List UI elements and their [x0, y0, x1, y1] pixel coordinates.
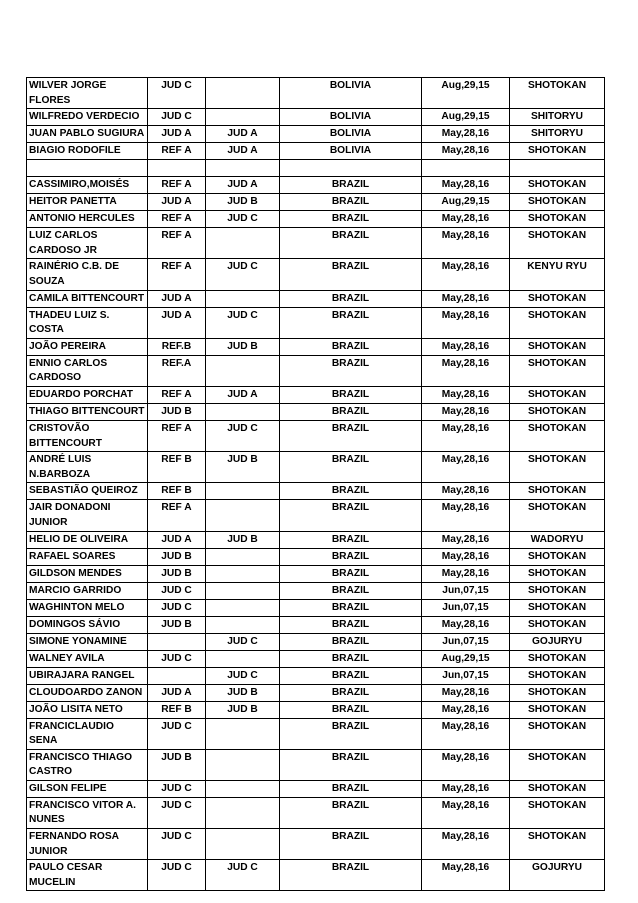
second-grade-cell: [206, 650, 280, 667]
style-cell: SHOTOKAN: [510, 228, 605, 259]
country-cell: BOLIVIA: [280, 126, 422, 143]
table-row: [27, 582, 605, 599]
second-grade-cell: [206, 582, 280, 599]
table-row: [27, 160, 605, 177]
table-row: [27, 860, 605, 891]
style-cell: SHOTOKAN: [510, 829, 605, 860]
name-cell: UBIRAJARA RANGEL: [27, 667, 148, 684]
country-cell: BRAZIL: [280, 565, 422, 582]
country-cell: BRAZIL: [280, 860, 422, 891]
name-cell: HEITOR PANETTA: [27, 194, 148, 211]
country-cell: BRAZIL: [280, 452, 422, 483]
second-grade-cell: JUD C: [206, 211, 280, 228]
grade-cell: REF A: [148, 386, 206, 403]
country-cell: BRAZIL: [280, 386, 422, 403]
country-cell: [280, 160, 422, 177]
name-cell: FRANCISCO THIAGO CASTRO: [27, 749, 148, 780]
second-grade-cell: [206, 355, 280, 386]
date-cell: May,28,16: [422, 718, 510, 749]
date-cell: May,28,16: [422, 403, 510, 420]
country-cell: BOLIVIA: [280, 109, 422, 126]
second-grade-cell: JUD B: [206, 452, 280, 483]
country-cell: BRAZIL: [280, 548, 422, 565]
grade-cell: JUD C: [148, 780, 206, 797]
country-cell: BRAZIL: [280, 531, 422, 548]
name-cell: WAGHINTON MELO: [27, 599, 148, 616]
style-cell: SHOTOKAN: [510, 177, 605, 194]
country-cell: BRAZIL: [280, 403, 422, 420]
table-row: [27, 531, 605, 548]
date-cell: May,28,16: [422, 386, 510, 403]
style-cell: SHOTOKAN: [510, 650, 605, 667]
style-cell: SHOTOKAN: [510, 500, 605, 531]
style-cell: [510, 160, 605, 177]
date-cell: May,28,16: [422, 307, 510, 338]
country-cell: BOLIVIA: [280, 143, 422, 160]
country-cell: BRAZIL: [280, 797, 422, 828]
grade-cell: JUD A: [148, 126, 206, 143]
name-cell: FERNANDO ROSA JUNIOR: [27, 829, 148, 860]
table-row: [27, 684, 605, 701]
country-cell: BRAZIL: [280, 290, 422, 307]
table-row: [27, 500, 605, 531]
style-cell: GOJURYU: [510, 860, 605, 891]
style-cell: SHOTOKAN: [510, 797, 605, 828]
name-cell: BIAGIO RODOFILE: [27, 143, 148, 160]
second-grade-cell: JUD B: [206, 684, 280, 701]
grade-cell: JUD A: [148, 290, 206, 307]
second-grade-cell: JUD C: [206, 307, 280, 338]
table-row: [27, 548, 605, 565]
second-grade-cell: JUD A: [206, 126, 280, 143]
second-grade-cell: [206, 109, 280, 126]
table-row: [27, 452, 605, 483]
grade-cell: JUD C: [148, 829, 206, 860]
style-cell: SHOTOKAN: [510, 338, 605, 355]
country-cell: BRAZIL: [280, 599, 422, 616]
style-cell: SHOTOKAN: [510, 684, 605, 701]
date-cell: May,28,16: [422, 565, 510, 582]
second-grade-cell: JUD B: [206, 338, 280, 355]
style-cell: SHOTOKAN: [510, 718, 605, 749]
style-cell: SHOTOKAN: [510, 667, 605, 684]
table-row: [27, 177, 605, 194]
second-grade-cell: JUD C: [206, 259, 280, 290]
style-cell: SHOTOKAN: [510, 452, 605, 483]
country-cell: BRAZIL: [280, 780, 422, 797]
grade-cell: [148, 667, 206, 684]
name-cell: RAFAEL SOARES: [27, 548, 148, 565]
table-row: [27, 667, 605, 684]
grade-cell: [148, 160, 206, 177]
second-grade-cell: JUD B: [206, 701, 280, 718]
grade-cell: REF A: [148, 500, 206, 531]
grade-cell: REF A: [148, 420, 206, 451]
table-row: [27, 403, 605, 420]
name-cell: SEBASTIÃO QUEIROZ: [27, 483, 148, 500]
grade-cell: JUD C: [148, 582, 206, 599]
date-cell: May,28,16: [422, 483, 510, 500]
style-cell: SHOTOKAN: [510, 78, 605, 109]
grade-cell: REF A: [148, 177, 206, 194]
style-cell: KENYU RYU: [510, 259, 605, 290]
grade-cell: REF B: [148, 452, 206, 483]
grade-cell: [148, 633, 206, 650]
second-grade-cell: [206, 78, 280, 109]
style-cell: SHITORYU: [510, 109, 605, 126]
second-grade-cell: [206, 160, 280, 177]
date-cell: May,28,16: [422, 749, 510, 780]
country-cell: BOLIVIA: [280, 78, 422, 109]
name-cell: FRANCISCO VITOR A. NUNES: [27, 797, 148, 828]
date-cell: May,28,16: [422, 126, 510, 143]
country-cell: BRAZIL: [280, 829, 422, 860]
second-grade-cell: JUD B: [206, 531, 280, 548]
country-cell: BRAZIL: [280, 718, 422, 749]
table-row: [27, 650, 605, 667]
table-row: [27, 126, 605, 143]
grade-cell: JUD B: [148, 403, 206, 420]
name-cell: THIAGO BITTENCOURT: [27, 403, 148, 420]
referee-table-body: [27, 78, 605, 891]
second-grade-cell: JUD A: [206, 386, 280, 403]
date-cell: May,28,16: [422, 228, 510, 259]
date-cell: May,28,16: [422, 548, 510, 565]
grade-cell: REF.A: [148, 355, 206, 386]
grade-cell: JUD B: [148, 749, 206, 780]
second-grade-cell: [206, 780, 280, 797]
grade-cell: JUD A: [148, 307, 206, 338]
table-row: [27, 355, 605, 386]
name-cell: LUIZ CARLOS CARDOSO JR: [27, 228, 148, 259]
style-cell: SHOTOKAN: [510, 483, 605, 500]
name-cell: ENNIO CARLOS CARDOSO: [27, 355, 148, 386]
style-cell: SHOTOKAN: [510, 211, 605, 228]
name-cell: JAIR DONADONI JUNIOR: [27, 500, 148, 531]
date-cell: Jun,07,15: [422, 667, 510, 684]
date-cell: May,28,16: [422, 797, 510, 828]
name-cell: CASSIMIRO,MOISÉS: [27, 177, 148, 194]
grade-cell: JUD C: [148, 797, 206, 828]
date-cell: May,28,16: [422, 338, 510, 355]
country-cell: BRAZIL: [280, 650, 422, 667]
style-cell: SHOTOKAN: [510, 290, 605, 307]
second-grade-cell: [206, 403, 280, 420]
date-cell: May,28,16: [422, 420, 510, 451]
table-row: [27, 259, 605, 290]
date-cell: Aug,29,15: [422, 650, 510, 667]
name-cell: [27, 160, 148, 177]
second-grade-cell: [206, 599, 280, 616]
style-cell: SHOTOKAN: [510, 599, 605, 616]
grade-cell: JUD A: [148, 531, 206, 548]
table-row: [27, 109, 605, 126]
style-cell: SHOTOKAN: [510, 307, 605, 338]
name-cell: ANTONIO HERCULES: [27, 211, 148, 228]
second-grade-cell: JUD B: [206, 194, 280, 211]
name-cell: MARCIO GARRIDO: [27, 582, 148, 599]
second-grade-cell: JUD A: [206, 143, 280, 160]
grade-cell: JUD C: [148, 860, 206, 891]
grade-cell: REF A: [148, 228, 206, 259]
date-cell: May,28,16: [422, 616, 510, 633]
date-cell: Jun,07,15: [422, 582, 510, 599]
name-cell: JOÃO LISITA NETO: [27, 701, 148, 718]
style-cell: SHOTOKAN: [510, 548, 605, 565]
country-cell: BRAZIL: [280, 483, 422, 500]
name-cell: SIMONE YONAMINE: [27, 633, 148, 650]
second-grade-cell: [206, 548, 280, 565]
country-cell: BRAZIL: [280, 177, 422, 194]
table-row: [27, 616, 605, 633]
name-cell: PAULO CESAR MUCELIN: [27, 860, 148, 891]
table-row: [27, 338, 605, 355]
name-cell: CAMILA BITTENCOURT: [27, 290, 148, 307]
country-cell: BRAZIL: [280, 500, 422, 531]
name-cell: EDUARDO PORCHAT: [27, 386, 148, 403]
table-row: [27, 78, 605, 109]
date-cell: May,28,16: [422, 259, 510, 290]
grade-cell: REF.B: [148, 338, 206, 355]
style-cell: SHOTOKAN: [510, 420, 605, 451]
style-cell: GOJURYU: [510, 633, 605, 650]
name-cell: FRANCICLAUDIO SENA: [27, 718, 148, 749]
country-cell: BRAZIL: [280, 684, 422, 701]
table-row: [27, 211, 605, 228]
country-cell: BRAZIL: [280, 749, 422, 780]
date-cell: Aug,29,15: [422, 78, 510, 109]
grade-cell: REF B: [148, 483, 206, 500]
second-grade-cell: [206, 829, 280, 860]
grade-cell: REF A: [148, 259, 206, 290]
table-row: [27, 483, 605, 500]
grade-cell: JUD B: [148, 616, 206, 633]
name-cell: WILVER JORGE FLORES: [27, 78, 148, 109]
grade-cell: JUD C: [148, 78, 206, 109]
table-row: [27, 780, 605, 797]
grade-cell: JUD A: [148, 194, 206, 211]
table-row: [27, 228, 605, 259]
style-cell: SHOTOKAN: [510, 386, 605, 403]
name-cell: GILDSON MENDES: [27, 565, 148, 582]
table-row: [27, 307, 605, 338]
table-row: [27, 565, 605, 582]
country-cell: BRAZIL: [280, 633, 422, 650]
country-cell: BRAZIL: [280, 420, 422, 451]
second-grade-cell: [206, 718, 280, 749]
style-cell: SHOTOKAN: [510, 616, 605, 633]
style-cell: SHOTOKAN: [510, 582, 605, 599]
name-cell: WALNEY AVILA: [27, 650, 148, 667]
date-cell: May,28,16: [422, 452, 510, 483]
table-row: [27, 386, 605, 403]
country-cell: BRAZIL: [280, 228, 422, 259]
grade-cell: JUD C: [148, 718, 206, 749]
style-cell: SHOTOKAN: [510, 403, 605, 420]
grade-cell: JUD B: [148, 565, 206, 582]
country-cell: BRAZIL: [280, 338, 422, 355]
date-cell: May,28,16: [422, 355, 510, 386]
style-cell: WADORYU: [510, 531, 605, 548]
date-cell: May,28,16: [422, 701, 510, 718]
name-cell: CLOUDOARDO ZANON: [27, 684, 148, 701]
style-cell: SHOTOKAN: [510, 143, 605, 160]
country-cell: BRAZIL: [280, 259, 422, 290]
grade-cell: REF B: [148, 701, 206, 718]
name-cell: THADEU LUIZ S. COSTA: [27, 307, 148, 338]
grade-cell: JUD C: [148, 599, 206, 616]
style-cell: SHOTOKAN: [510, 355, 605, 386]
country-cell: BRAZIL: [280, 355, 422, 386]
second-grade-cell: [206, 797, 280, 828]
date-cell: May,28,16: [422, 211, 510, 228]
date-cell: Jun,07,15: [422, 633, 510, 650]
second-grade-cell: [206, 500, 280, 531]
table-row: [27, 633, 605, 650]
date-cell: Aug,29,15: [422, 109, 510, 126]
grade-cell: JUD C: [148, 109, 206, 126]
country-cell: BRAZIL: [280, 307, 422, 338]
second-grade-cell: JUD C: [206, 667, 280, 684]
country-cell: BRAZIL: [280, 194, 422, 211]
second-grade-cell: [206, 228, 280, 259]
date-cell: May,28,16: [422, 500, 510, 531]
date-cell: Jun,07,15: [422, 599, 510, 616]
grade-cell: REF A: [148, 143, 206, 160]
date-cell: May,28,16: [422, 143, 510, 160]
name-cell: RAINÉRIO C.B. DE SOUZA: [27, 259, 148, 290]
second-grade-cell: [206, 749, 280, 780]
grade-cell: JUD B: [148, 548, 206, 565]
grade-cell: REF A: [148, 211, 206, 228]
date-cell: May,28,16: [422, 177, 510, 194]
table-row: [27, 290, 605, 307]
second-grade-cell: JUD C: [206, 633, 280, 650]
date-cell: May,28,16: [422, 860, 510, 891]
date-cell: May,28,16: [422, 829, 510, 860]
style-cell: SHOTOKAN: [510, 780, 605, 797]
country-cell: BRAZIL: [280, 211, 422, 228]
style-cell: SHOTOKAN: [510, 749, 605, 780]
country-cell: BRAZIL: [280, 616, 422, 633]
table-row: [27, 599, 605, 616]
table-row: [27, 701, 605, 718]
style-cell: SHOTOKAN: [510, 194, 605, 211]
second-grade-cell: [206, 616, 280, 633]
second-grade-cell: JUD C: [206, 420, 280, 451]
date-cell: May,28,16: [422, 780, 510, 797]
style-cell: SHOTOKAN: [510, 565, 605, 582]
table-row: [27, 797, 605, 828]
date-cell: May,28,16: [422, 684, 510, 701]
second-grade-cell: JUD C: [206, 860, 280, 891]
name-cell: HELIO DE OLIVEIRA: [27, 531, 148, 548]
country-cell: BRAZIL: [280, 582, 422, 599]
second-grade-cell: JUD A: [206, 177, 280, 194]
table-row: [27, 829, 605, 860]
grade-cell: JUD A: [148, 684, 206, 701]
country-cell: BRAZIL: [280, 701, 422, 718]
name-cell: CRISTOVÃO BITTENCOURT: [27, 420, 148, 451]
referee-table: [26, 77, 605, 891]
table-row: [27, 143, 605, 160]
date-cell: May,28,16: [422, 290, 510, 307]
date-cell: [422, 160, 510, 177]
style-cell: SHOTOKAN: [510, 701, 605, 718]
grade-cell: JUD C: [148, 650, 206, 667]
name-cell: GILSON FELIPE: [27, 780, 148, 797]
name-cell: DOMINGOS SÁVIO: [27, 616, 148, 633]
country-cell: BRAZIL: [280, 667, 422, 684]
name-cell: WILFREDO VERDECIO: [27, 109, 148, 126]
date-cell: Aug,29,15: [422, 194, 510, 211]
table-row: [27, 718, 605, 749]
name-cell: ANDRÉ LUIS N.BARBOZA: [27, 452, 148, 483]
table-row: [27, 749, 605, 780]
style-cell: SHITORYU: [510, 126, 605, 143]
table-row: [27, 194, 605, 211]
name-cell: JUAN PABLO SUGIURA: [27, 126, 148, 143]
date-cell: May,28,16: [422, 531, 510, 548]
name-cell: JOÃO PEREIRA: [27, 338, 148, 355]
second-grade-cell: [206, 290, 280, 307]
second-grade-cell: [206, 483, 280, 500]
table-row: [27, 420, 605, 451]
second-grade-cell: [206, 565, 280, 582]
